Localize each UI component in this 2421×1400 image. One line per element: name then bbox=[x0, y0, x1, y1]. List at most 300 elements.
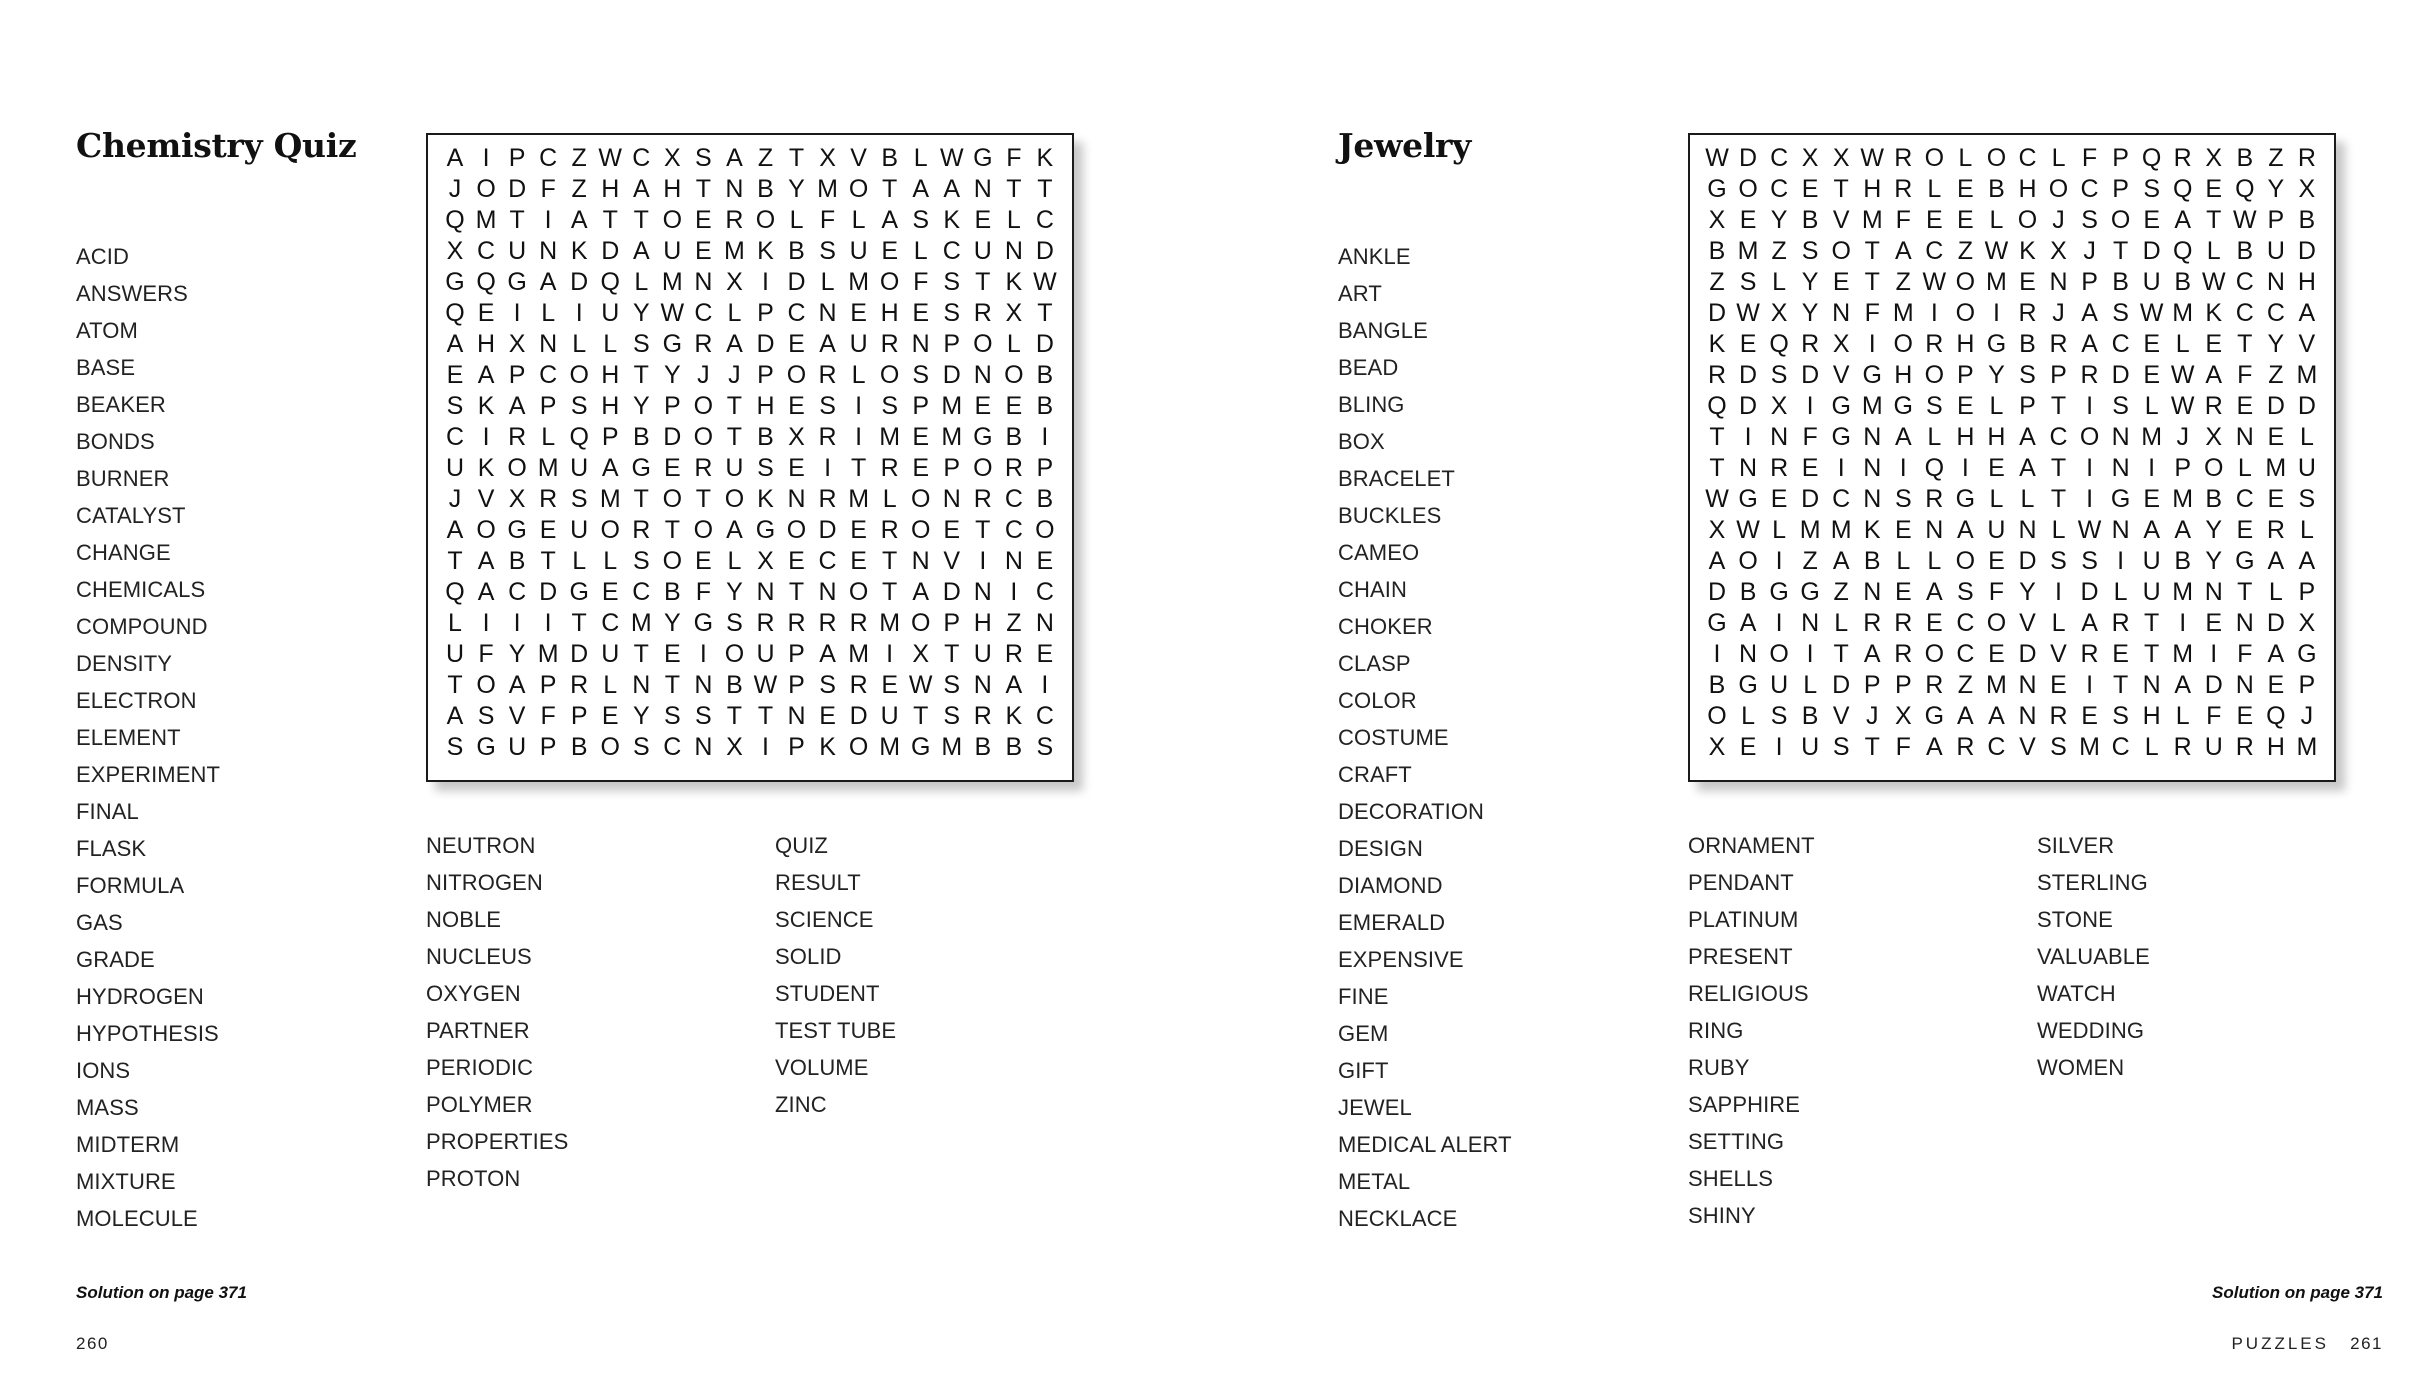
grid-letter: S bbox=[1739, 268, 1757, 296]
grid-letter: B bbox=[2236, 144, 2254, 172]
word-list-item: COMPOUND bbox=[76, 614, 208, 639]
word-list-item: CRAFT bbox=[1338, 762, 1412, 787]
word-list-item: STUDENT bbox=[775, 981, 880, 1006]
grid-letter: B bbox=[974, 733, 992, 761]
grid-letter: T bbox=[2112, 237, 2129, 265]
grid-letter: O bbox=[600, 516, 620, 544]
word-list-item: GEM bbox=[1338, 1021, 1389, 1046]
grid-letter: A bbox=[943, 175, 961, 203]
grid-letter: Y bbox=[632, 299, 650, 327]
grid-row bbox=[1704, 360, 2320, 391]
grid-letter: P bbox=[601, 423, 619, 451]
grid-letter: M bbox=[537, 454, 559, 482]
word-list-item: NECKLACE bbox=[1338, 1206, 1458, 1231]
grid-letter: T bbox=[757, 702, 774, 730]
grid-letter: N bbox=[911, 330, 930, 358]
grid-letter: I bbox=[2055, 578, 2062, 606]
grid-letter: I bbox=[513, 299, 521, 327]
grid-letter: C bbox=[2018, 144, 2037, 172]
grid-letter: F bbox=[2206, 702, 2222, 730]
grid-letter: Z bbox=[1709, 268, 1725, 296]
grid-letter: N bbox=[818, 578, 837, 606]
grid-letter: E bbox=[2143, 206, 2160, 234]
grid-row bbox=[442, 236, 1058, 267]
grid-letter: X bbox=[757, 547, 774, 575]
grid-letter: N bbox=[725, 175, 744, 203]
grid-letter: X bbox=[2205, 423, 2223, 451]
grid-letter: U bbox=[1987, 516, 2006, 544]
grid-letter: P bbox=[788, 733, 805, 761]
word-list-item: BUCKLES bbox=[1338, 503, 1442, 528]
grid-letter: E bbox=[788, 392, 805, 420]
grid-letter: I bbox=[1899, 454, 1907, 482]
grid-letter: X bbox=[726, 733, 743, 761]
grid-letter: T bbox=[2144, 609, 2160, 637]
grid-letter: T bbox=[1864, 237, 1880, 265]
grid-letter: I bbox=[2086, 454, 2094, 482]
grid-letter: E bbox=[788, 330, 805, 358]
grid-letter: E bbox=[1894, 516, 1912, 544]
word-list-item: COLOR bbox=[1338, 688, 1417, 713]
grid-letter: D bbox=[1832, 671, 1851, 699]
grid-letter: S bbox=[1894, 485, 1912, 513]
grid-letter: B bbox=[2174, 547, 2192, 575]
grid-letter: D bbox=[539, 578, 558, 606]
grid-letter: L bbox=[1006, 330, 1021, 358]
grid-letter: G bbox=[1707, 609, 1727, 637]
grid-letter: D bbox=[570, 268, 589, 296]
grid-letter: J bbox=[697, 361, 710, 389]
grid-letter: X bbox=[912, 640, 930, 668]
grid-letter: G bbox=[1831, 392, 1851, 420]
grid-letter: M bbox=[1737, 237, 1759, 265]
grid-letter: E bbox=[819, 702, 836, 730]
grid-letter: E bbox=[695, 547, 712, 575]
word-list-item: BLING bbox=[1338, 392, 1405, 417]
word-list-item: BASE bbox=[76, 355, 136, 380]
grid-letter: C bbox=[1832, 485, 1851, 513]
grid-letter: S bbox=[943, 702, 961, 730]
grid-letter: V bbox=[1832, 206, 1850, 234]
grid-letter: E bbox=[1739, 330, 1757, 358]
grid-letter: N bbox=[787, 702, 806, 730]
grid-letter: D bbox=[2297, 392, 2316, 420]
grid-letter: D bbox=[2018, 640, 2037, 668]
grid-letter: T bbox=[509, 206, 525, 234]
grid-row bbox=[442, 608, 1058, 639]
grid-letter: R bbox=[2111, 609, 2130, 637]
word-list-item: CHEMICALS bbox=[76, 577, 206, 602]
grid-letter: J bbox=[448, 485, 462, 513]
grid-letter: D bbox=[2111, 361, 2130, 389]
grid-letter: W bbox=[908, 671, 933, 699]
grid-letter: A bbox=[2205, 361, 2223, 389]
grid-letter: R bbox=[818, 423, 837, 451]
grid-letter: U bbox=[849, 237, 868, 265]
grid-letter: E bbox=[2267, 671, 2285, 699]
grid-letter: L bbox=[2175, 702, 2190, 730]
grid-letter: S bbox=[2112, 299, 2129, 327]
grid-letter: F bbox=[2237, 361, 2253, 389]
word-list-item: VOLUME bbox=[775, 1055, 869, 1080]
grid-letter: D bbox=[756, 330, 775, 358]
grid-letter: T bbox=[1709, 454, 1725, 482]
grid-letter: T bbox=[944, 640, 960, 668]
grid-letter: T bbox=[633, 640, 649, 668]
word-list-item: NEUTRON bbox=[426, 833, 536, 858]
grid-letter: E bbox=[1801, 175, 1819, 203]
grid-letter: R bbox=[725, 206, 744, 234]
grid-letter: J bbox=[2083, 237, 2096, 265]
grid-letter: U bbox=[445, 454, 465, 482]
grid-letter: O bbox=[1707, 702, 1727, 730]
grid-letter: M bbox=[2265, 454, 2287, 482]
grid-letter: B bbox=[1988, 175, 2005, 203]
grid-letter: R bbox=[694, 330, 713, 358]
grid-letter: R bbox=[1801, 330, 1820, 358]
grid-letter: N bbox=[2142, 671, 2161, 699]
grid-letter: N bbox=[1739, 640, 1758, 668]
grid-letter: G bbox=[910, 733, 931, 761]
grid-letter: P bbox=[757, 361, 774, 389]
word-list-item: FLASK bbox=[76, 836, 147, 861]
grid-letter: E bbox=[1988, 547, 2005, 575]
grid-letter: M bbox=[630, 609, 652, 637]
grid-letter: A bbox=[1988, 702, 2005, 730]
grid-letter: R bbox=[2049, 330, 2068, 358]
grid-letter: O bbox=[1955, 299, 1976, 327]
grid-letter: D bbox=[2266, 609, 2285, 637]
grid-letter: L bbox=[851, 361, 866, 389]
grid-letter: A bbox=[912, 175, 930, 203]
word-list-item: SILVER bbox=[2037, 833, 2115, 858]
grid-letter: I bbox=[1775, 733, 1783, 761]
grid-letter: P bbox=[539, 671, 557, 699]
grid-letter: N bbox=[2111, 454, 2130, 482]
grid-letter: E bbox=[912, 423, 930, 451]
grid-letter: O bbox=[693, 516, 714, 544]
grid-letter: R bbox=[818, 361, 837, 389]
word-search-grid bbox=[426, 133, 1074, 782]
grid-letter: T bbox=[726, 423, 743, 451]
grid-letter: G bbox=[2110, 485, 2131, 513]
grid-letter: U bbox=[2142, 578, 2161, 606]
grid-letter: I bbox=[2117, 547, 2125, 575]
grid-letter: A bbox=[2019, 454, 2036, 482]
grid-letter: E bbox=[695, 206, 712, 234]
grid-letter: P bbox=[539, 392, 557, 420]
grid-letter: I bbox=[2086, 485, 2094, 513]
grid-letter: S bbox=[1801, 237, 1819, 265]
grid-letter: A bbox=[632, 237, 650, 265]
word-list-item: PARTNER bbox=[426, 1018, 530, 1043]
grid-letter: A bbox=[726, 144, 743, 172]
grid-letter: E bbox=[1988, 640, 2005, 668]
word-list-item: MOLECULE bbox=[76, 1206, 198, 1231]
grid-letter: E bbox=[974, 206, 992, 234]
word-list-column-2 bbox=[426, 827, 568, 1197]
grid-letter: Z bbox=[1833, 578, 1849, 606]
grid-letter: Y bbox=[788, 175, 805, 203]
grid-row bbox=[1704, 577, 2320, 608]
word-list-item: BEAKER bbox=[76, 392, 166, 417]
grid-letter: C bbox=[2235, 268, 2254, 296]
grid-letter: T bbox=[1709, 423, 1725, 451]
word-list-item: OXYGEN bbox=[426, 981, 521, 1006]
grid-letter: W bbox=[2201, 268, 2226, 296]
grid-letter: Z bbox=[2268, 361, 2284, 389]
grid-letter: O bbox=[879, 268, 900, 296]
left-page bbox=[0, 0, 1210, 1400]
word-list-item: DESIGN bbox=[1338, 836, 1423, 861]
grid-letter: T bbox=[2237, 578, 2253, 606]
grid-letter: A bbox=[477, 578, 495, 606]
grid-letter: W bbox=[660, 299, 685, 327]
grid-letter: C bbox=[1987, 733, 2006, 761]
grid-letter: E bbox=[2205, 330, 2223, 358]
grid-row bbox=[1704, 515, 2320, 546]
grid-letter: O bbox=[910, 516, 931, 544]
grid-letter: O bbox=[786, 361, 807, 389]
grid-letter: I bbox=[761, 268, 769, 296]
grid-letter: J bbox=[2300, 702, 2314, 730]
grid-letter: S bbox=[695, 702, 712, 730]
grid-row bbox=[1704, 608, 2320, 639]
grid-letter: L bbox=[727, 299, 742, 327]
grid-letter: R bbox=[2235, 733, 2254, 761]
word-list-column-3 bbox=[775, 827, 896, 1123]
grid-letter: E bbox=[881, 671, 898, 699]
grid-row bbox=[442, 360, 1058, 391]
grid-letter: Y bbox=[663, 361, 681, 389]
grid-letter: K bbox=[477, 454, 495, 482]
word-list-item: CHANGE bbox=[76, 540, 171, 565]
grid-letter: S bbox=[2081, 206, 2098, 234]
grid-letter: U bbox=[663, 237, 682, 265]
grid-letter: Q bbox=[445, 206, 465, 234]
grid-letter: H bbox=[601, 175, 620, 203]
grid-letter: H bbox=[663, 175, 682, 203]
word-list-column-1 bbox=[76, 238, 220, 1237]
grid-letter: O bbox=[848, 733, 869, 761]
word-list-item: GAS bbox=[76, 910, 123, 935]
grid-letter: A bbox=[1005, 671, 1023, 699]
grid-letter: K bbox=[757, 237, 774, 265]
grid-letter: S bbox=[446, 392, 464, 420]
grid-letter: O bbox=[910, 609, 931, 637]
grid-letter: N bbox=[2235, 423, 2254, 451]
grid-letter: G bbox=[445, 268, 465, 296]
grid-letter: I bbox=[1041, 671, 1049, 699]
grid-letter: C bbox=[1956, 640, 1975, 668]
grid-letter: Y bbox=[2267, 330, 2285, 358]
grid-letter: G bbox=[507, 268, 527, 296]
grid-letter: R bbox=[818, 485, 837, 513]
grid-letter: P bbox=[1957, 361, 1974, 389]
grid-letter: O bbox=[1986, 609, 2007, 637]
grid-letter: Z bbox=[1802, 547, 1818, 575]
solution-note: Solution on page 371 bbox=[2212, 1283, 2383, 1302]
grid-letter: I bbox=[544, 206, 552, 234]
grid-letter: P bbox=[508, 144, 526, 172]
grid-letter: T bbox=[695, 175, 712, 203]
grid-letter: S bbox=[663, 702, 681, 730]
word-list-item: PENDANT bbox=[1688, 870, 1794, 895]
grid-letter: T bbox=[1833, 640, 1849, 668]
grid-letter: P bbox=[788, 671, 805, 699]
grid-letter: M bbox=[1986, 268, 2007, 296]
grid-letter: F bbox=[1864, 299, 1880, 327]
grid-letter: K bbox=[819, 733, 836, 761]
section-label: PUZZLES bbox=[2231, 1334, 2329, 1353]
grid-letter: X bbox=[1005, 299, 1023, 327]
grid-letter: F bbox=[478, 640, 494, 668]
grid-letter: S bbox=[912, 206, 930, 234]
grid-letter: L bbox=[2268, 578, 2283, 606]
grid-letter: T bbox=[2050, 485, 2067, 513]
grid-letter: I bbox=[1961, 454, 1969, 482]
grid-row bbox=[1704, 267, 2320, 298]
grid-letter: O bbox=[2017, 206, 2038, 234]
grid-letter: K bbox=[477, 392, 495, 420]
grid-letter: T bbox=[2206, 206, 2222, 234]
grid-row bbox=[1704, 546, 2320, 577]
grid-letter: E bbox=[881, 237, 898, 265]
grid-letter: A bbox=[1894, 423, 1912, 451]
grid-letter: E bbox=[1036, 640, 1054, 668]
grid-letter: U bbox=[2142, 268, 2161, 296]
grid-row bbox=[442, 267, 1058, 298]
word-list-item: BOX bbox=[1338, 429, 1385, 454]
grid-letter: C bbox=[1925, 237, 1944, 265]
grid-letter: K bbox=[1005, 268, 1023, 296]
grid-letter: N bbox=[911, 547, 930, 575]
grid-letter: V bbox=[2298, 330, 2316, 358]
grid-letter: O bbox=[724, 485, 745, 513]
grid-letter: O bbox=[1924, 640, 1945, 668]
grid-letter: P bbox=[943, 330, 961, 358]
grid-letter: G bbox=[476, 733, 496, 761]
grid-letter: U bbox=[2204, 733, 2223, 761]
grid-letter: Z bbox=[1957, 237, 1974, 265]
word-list-item: EXPENSIVE bbox=[1338, 947, 1464, 972]
grid-letter: E bbox=[1801, 454, 1819, 482]
grid-letter: D bbox=[818, 516, 837, 544]
grid-letter: N bbox=[2111, 423, 2130, 451]
grid-letter: D bbox=[1035, 330, 1054, 358]
grid-letter: X bbox=[726, 268, 743, 296]
grid-letter: C bbox=[1770, 175, 1789, 203]
grid-letter: G bbox=[1893, 392, 1913, 420]
grid-letter: S bbox=[2112, 392, 2129, 420]
grid-letter: A bbox=[446, 330, 464, 358]
grid-letter: D bbox=[942, 361, 961, 389]
grid-letter: A bbox=[2267, 640, 2285, 668]
grid-row bbox=[442, 577, 1058, 608]
grid-letter: N bbox=[1004, 547, 1023, 575]
grid-letter: W bbox=[1705, 144, 1729, 172]
word-list-item: RELIGIOUS bbox=[1688, 981, 1809, 1006]
grid-letter: R bbox=[2266, 516, 2285, 544]
grid-letter: R bbox=[1925, 330, 1944, 358]
grid-letter: L bbox=[820, 268, 835, 296]
grid-letter: X bbox=[2050, 237, 2067, 265]
grid-letter: Z bbox=[571, 175, 587, 203]
word-list-item: GIFT bbox=[1338, 1058, 1389, 1083]
grid-letter: C bbox=[2080, 175, 2099, 203]
grid-letter: E bbox=[974, 392, 992, 420]
word-list-item: PROTON bbox=[426, 1166, 521, 1191]
grid-letter: P bbox=[943, 609, 961, 637]
grid-letter: D bbox=[2142, 237, 2161, 265]
grid-letter: U bbox=[601, 299, 620, 327]
grid-letter: O bbox=[476, 175, 496, 203]
grid-letter: R bbox=[570, 671, 589, 699]
grid-letter: K bbox=[570, 237, 588, 265]
word-list-item: PRESENT bbox=[1688, 944, 1793, 969]
word-list-item: PLATINUM bbox=[1688, 907, 1799, 932]
grid-letter: S bbox=[819, 392, 836, 420]
grid-letter: M bbox=[848, 640, 870, 668]
word-list-item: VALUABLE bbox=[2037, 944, 2150, 969]
grid-letter: N bbox=[2204, 578, 2223, 606]
grid-letter: W bbox=[2170, 392, 2195, 420]
grid-letter: U bbox=[1801, 733, 1820, 761]
grid-letter: E bbox=[1957, 206, 1974, 234]
grid-letter: M bbox=[2141, 423, 2163, 451]
grid-letter: B bbox=[1005, 733, 1023, 761]
word-list-item: BEAD bbox=[1338, 355, 1399, 380]
grid-letter: L bbox=[1772, 268, 1787, 296]
grid-letter: R bbox=[973, 299, 992, 327]
grid-letter: Y bbox=[632, 392, 650, 420]
grid-letter: T bbox=[1037, 299, 1053, 327]
grid-letter: N bbox=[1863, 454, 1882, 482]
grid-letter: F bbox=[2237, 640, 2253, 668]
grid-letter: E bbox=[850, 299, 867, 327]
word-list-item: ELEMENT bbox=[76, 725, 181, 750]
grid-letter: E bbox=[601, 702, 619, 730]
grid-row bbox=[442, 453, 1058, 484]
grid-letter: X bbox=[1770, 299, 1788, 327]
grid-letter: E bbox=[912, 454, 930, 482]
grid-letter: T bbox=[788, 578, 805, 606]
grid-letter: W bbox=[1922, 268, 1947, 296]
grid-letter: R bbox=[2173, 733, 2192, 761]
grid-letter: L bbox=[1006, 206, 1021, 234]
grid-letter: P bbox=[2267, 206, 2285, 234]
grid-letter: E bbox=[1894, 578, 1912, 606]
grid-letter: O bbox=[2204, 454, 2224, 482]
grid-letter: N bbox=[1832, 299, 1851, 327]
grid-letter: J bbox=[1865, 702, 1879, 730]
grid-letter: L bbox=[634, 268, 649, 296]
grid-letter: U bbox=[2266, 237, 2285, 265]
grid-letter: U bbox=[570, 516, 589, 544]
grid-letter: P bbox=[2174, 454, 2192, 482]
grid-letter: O bbox=[662, 206, 683, 234]
grid-letter: J bbox=[2052, 299, 2065, 327]
grid-letter: L bbox=[2299, 423, 2314, 451]
grid-letter: B bbox=[2019, 330, 2036, 358]
grid-letter: M bbox=[1830, 516, 1852, 544]
grid-letter: T bbox=[1864, 733, 1880, 761]
word-list-item: NITROGEN bbox=[426, 870, 543, 895]
grid-letter: Y bbox=[632, 702, 650, 730]
grid-letter: O bbox=[1738, 547, 1758, 575]
grid-letter: A bbox=[2081, 299, 2098, 327]
grid-letter: N bbox=[2235, 609, 2254, 637]
